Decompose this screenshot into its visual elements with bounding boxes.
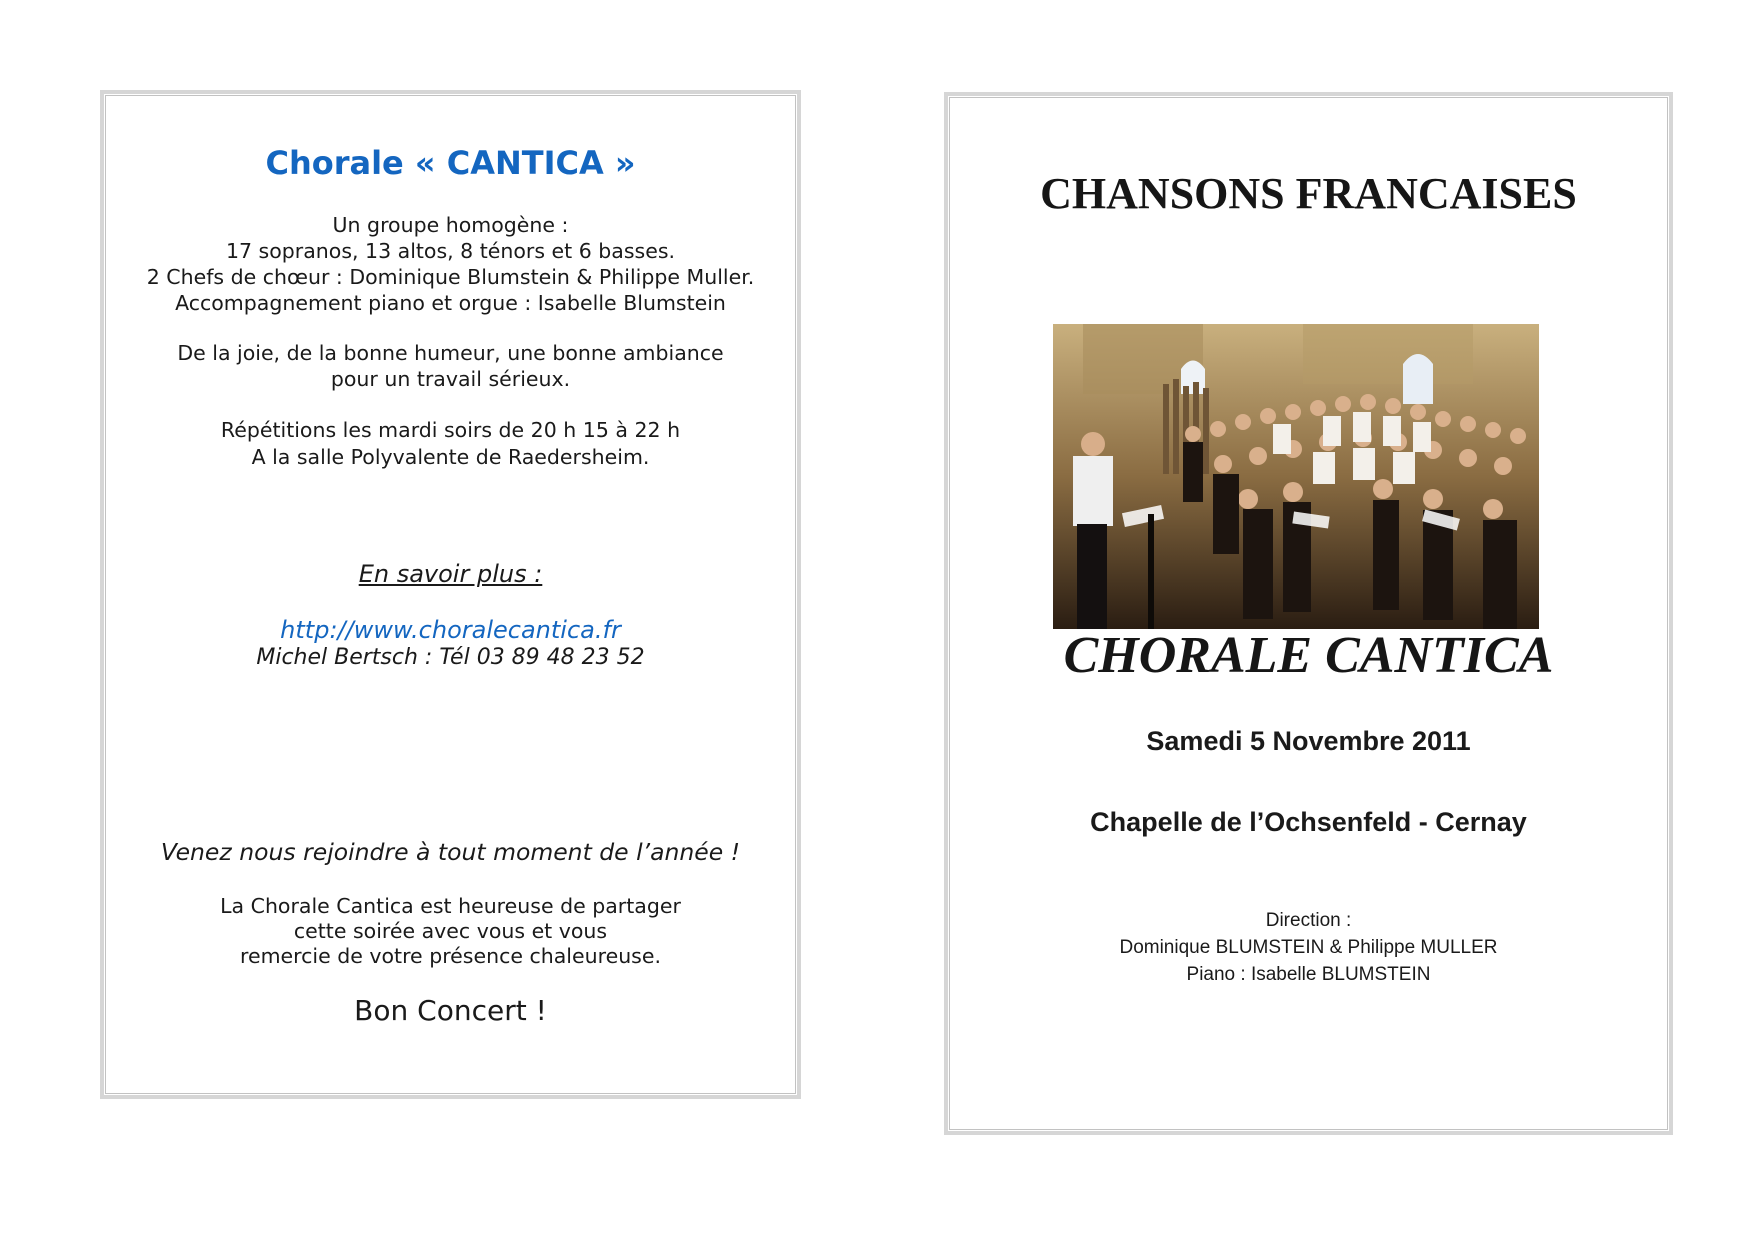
group-line-3: 2 Chefs de chœur : Dominique Blumstein & Philippe Muller. bbox=[146, 265, 755, 289]
joy-line-1: De la joie, de la bonne humeur, une bonne ambiance bbox=[177, 341, 724, 365]
group-line-2: 17 sopranos, 13 altos, 8 ténors et 6 basses. bbox=[225, 239, 676, 263]
direction-label: Direction : bbox=[1265, 910, 1352, 931]
directors-line: Dominique BLUMSTEIN & Philippe MULLER bbox=[1119, 937, 1498, 958]
choir-name: CHORALE CANTICA bbox=[1063, 627, 1554, 684]
contact-line: Michel Bertsch : Tél 03 89 48 23 52 bbox=[256, 645, 645, 670]
group-line-1: Un groupe homogène : bbox=[332, 213, 569, 237]
concert-venue: Chapelle de l’Ochsenfeld - Cernay bbox=[1090, 807, 1527, 837]
closing-line: Bon Concert ! bbox=[354, 994, 547, 1027]
joy-line-2: pour un travail sérieux. bbox=[330, 367, 571, 391]
concert-date: Samedi 5 Novembre 2011 bbox=[1146, 726, 1471, 756]
group-line-4: Accompagnement piano et orgue : Isabelle Blumstein bbox=[175, 291, 726, 315]
rehearsal-line-2: A la salle Polyvalente de Raedersheim. bbox=[251, 445, 650, 469]
choir-photo bbox=[1053, 324, 1539, 629]
website-link[interactable]: http://www.choralecantica.fr bbox=[280, 616, 621, 644]
thanks-line-3: remercie de votre présence chaleureuse. bbox=[239, 944, 661, 968]
invite-line: Venez nous rejoindre à tout moment de l’année ! bbox=[160, 838, 741, 866]
concert-title: CHANSONS FRANCAISES bbox=[1040, 169, 1577, 218]
more-info-label: En savoir plus : bbox=[358, 560, 543, 588]
thanks-line-2: cette soirée avec vous et vous bbox=[293, 919, 608, 943]
piano-line: Piano : Isabelle BLUMSTEIN bbox=[1186, 964, 1431, 985]
rehearsal-line-1: Répétitions les mardi soirs de 20 h 15 à 22 h bbox=[220, 418, 681, 442]
left-title: Chorale « CANTICA » bbox=[265, 144, 636, 182]
right-page-panel bbox=[944, 92, 1673, 1135]
thanks-line-1: La Chorale Cantica est heureuse de partager bbox=[220, 894, 681, 918]
left-page-panel bbox=[100, 90, 801, 1099]
